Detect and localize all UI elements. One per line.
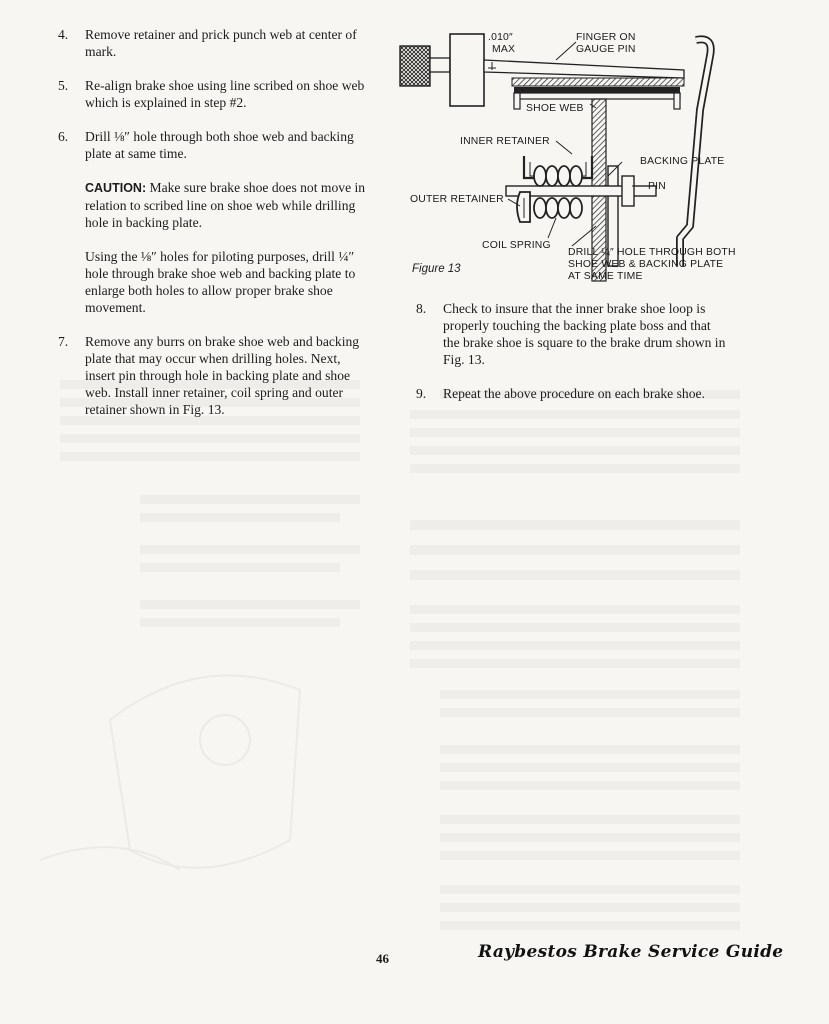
coil-spring-upper (534, 166, 582, 186)
label-gap-value: .010″ (488, 32, 513, 43)
step-number: 7. (58, 334, 69, 349)
label-drill-line-1: DRILL ¼″ HOLE THROUGH BOTH (568, 247, 736, 258)
label-gap-max: MAX (492, 44, 516, 55)
label-shoe-web: SHOE WEB (526, 103, 584, 114)
coil-spring-lower (534, 198, 582, 218)
left-column (58, 26, 370, 435)
figure-13 (396, 26, 766, 286)
label-gauge-pin: GAUGE PIN (576, 44, 636, 55)
step-4 (58, 26, 370, 60)
label-drill-line-3: AT SAME TIME (568, 271, 643, 282)
step-number: 8. (416, 301, 427, 316)
label-backing-plate: BACKING PLATE (640, 156, 725, 167)
caution-note (58, 179, 370, 231)
shoe-table (514, 93, 680, 99)
step-text: Remove retainer and prick punch web at center of mark. (85, 27, 357, 59)
label-coil-spring: COIL SPRING (482, 240, 551, 251)
step-number: 4. (58, 27, 69, 42)
label-pin: PIN (648, 181, 666, 192)
step-text: Check to insure that the inner brake shoe loop is properly touching the backing plate boss and that the brake shoe is square to the brake drum shown in Fig. 13. (443, 301, 726, 367)
step-number: 6. (58, 129, 69, 144)
step-text: Re-align brake shoe using line scribed on shoe web which is explained in step #2. (85, 78, 365, 110)
step-text: Drill ⅛″ hole through both shoe web and backing plate at same time. (85, 129, 354, 161)
label-drill-line-2: SHOE WEB & BACKING PLATE (568, 259, 724, 270)
step-text: Remove any burrs on brake shoe web and backing plate that may occur when drilling holes. Next, insert pin through hole in backing plate and shoe web. Install inner retainer, coil spring and outer retainer shown in Fig. 13. (85, 334, 360, 417)
piloting-note: Using the ⅛″ holes for piloting purposes, drill ¼″ hole through brake shoe web and backing plate to enlarge both holes to allow proper brake shoe movement. (85, 249, 356, 315)
gauge-pin (484, 60, 684, 78)
label-finger-on: FINGER ON (576, 32, 636, 43)
caution-label: CAUTION: (85, 181, 147, 195)
label-inner-retainer: INNER RETAINER (460, 136, 550, 147)
label-outer-retainer: OUTER RETAINER (410, 194, 504, 205)
gauge-body (450, 34, 484, 106)
step-number: 5. (58, 78, 69, 93)
step-number: 9. (416, 386, 427, 401)
step-text: Repeat the above procedure on each brake shoe. (443, 386, 705, 401)
page-number: 46 (376, 951, 389, 966)
figure-caption: Figure 13 (412, 263, 461, 275)
step-6 (58, 128, 370, 162)
step-7 (58, 333, 370, 418)
brand-logo: Raybestos Brake Service Guide (478, 942, 784, 962)
step-9 (416, 385, 728, 402)
knurled-knob (400, 46, 430, 86)
caution-text: Make sure brake shoe does not move in relation to scribed line on shoe web while drilling hole in backing plate. (85, 180, 366, 230)
brake-drum (512, 78, 684, 86)
step-5 (58, 77, 370, 111)
right-column (416, 300, 728, 419)
step-8 (416, 300, 728, 368)
brake-lining (514, 87, 680, 93)
